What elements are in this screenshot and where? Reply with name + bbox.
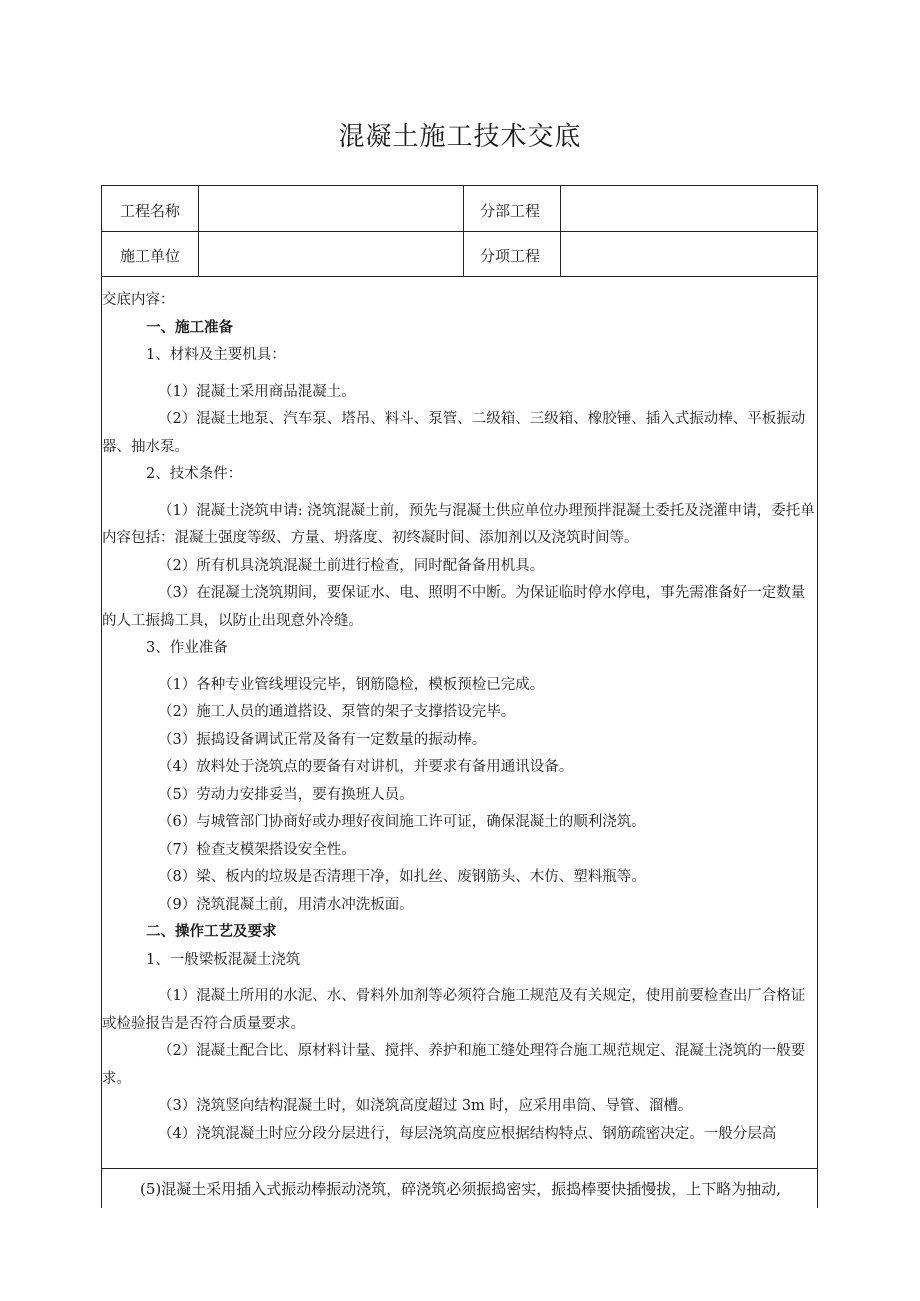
list-item: （8）梁、板内的垃圾是否清理干净，如扎丝、废钢筋头、木仿、塑料瓶等。 xyxy=(158,869,646,885)
division-label: 分部工程 xyxy=(480,202,541,220)
list-item: （2）施工人员的通道搭设、泵管的架子支撑搭设完毕。 xyxy=(158,704,516,720)
table-divider xyxy=(102,231,817,232)
list-item: （1）混凝土所用的水泥、水、骨料外加剂等必须符合施工规范及有关规定，使用前要检查出厂合格证或检验报告是否符合质量要求。 xyxy=(102,988,806,1032)
info-table xyxy=(101,185,818,277)
list-item: （2）混凝土配合比、原材料计量、搅拌、养护和施工缝处理符合施工规范规定、混凝土浇筑的一般要求。 xyxy=(102,1043,806,1087)
content-heading: 交底内容： xyxy=(102,292,175,308)
list-item: （9）浇筑混凝土前，用清水冲洗板面。 xyxy=(158,896,414,913)
table-divider xyxy=(560,186,561,276)
table-divider xyxy=(463,186,464,276)
content-body xyxy=(102,287,816,1148)
section-heading: 一、施工准备 xyxy=(146,319,233,336)
list-item: （2）所有机具浇筑混凝土前进行检查，同时配备备用机具。 xyxy=(158,557,545,574)
project-name-label: 工程名称 xyxy=(120,202,181,220)
subsection-heading: 1、材料及主要机具： xyxy=(146,347,286,363)
list-item: （1）混凝土采用商品混凝土。 xyxy=(158,383,356,400)
continuation-line: (5)混凝土采用插入式振动棒振动浇筑，碎浇筑必须振捣密实，振捣棒要快插慢拔，上下略为抽动, xyxy=(140,1180,782,1198)
list-item: （1）混凝土浇筑申请: 浇筑混凝土前，预先与混凝土供应单位办理预拌混凝土委托及浇灌申请，委托单内容包括：混凝土强度等级、方量、坍落度、初终凝时间、添加剂以及浇筑时间等。 xyxy=(102,502,815,546)
list-item: （7）检查支模架搭设安全性。 xyxy=(158,841,356,858)
list-item: （4）放料处于浇筑点的要备有对讲机，并要求有备用通讯设备。 xyxy=(158,759,574,775)
document-title: 混凝土施工技术交底 xyxy=(338,122,582,152)
subdivision-label: 分项工程 xyxy=(480,247,541,265)
list-item: （3）振捣设备调试正常及备有一定数量的振动棒。 xyxy=(158,731,487,748)
list-item: （3）浇筑竖向结构混凝土时，如浇筑高度超过 3m 时，应采用串筒、导管、溜槽。 xyxy=(158,1098,693,1114)
section-heading: 二、操作工艺及要求 xyxy=(146,924,277,940)
list-item: （4）浇筑混凝土时应分段分层进行，每层浇筑高度应根据结构特点、钢筋疏密决定。一般分层高 xyxy=(158,1125,777,1142)
list-item: （5）劳动力安排妥当，要有换班人员。 xyxy=(158,786,414,803)
list-item: （3）在混凝土浇筑期间，要保证水、电、照明不中断。为保证临时停水停电，事先需准备好一定数量的人工振捣工具，以防止出现意外冷缝。 xyxy=(102,585,806,629)
table-divider xyxy=(198,186,199,276)
list-item: （1）各种专业管线埋设完毕，钢筋隐检，模板预检已完成。 xyxy=(158,676,545,693)
subsection-heading: 3、作业准备 xyxy=(146,640,228,656)
subsection-heading: 1、一般梁板混凝土浇筑 xyxy=(146,951,301,968)
list-item: （2）混凝土地泵、汽车泵、塔吊、料斗、泵管、二级箱、三级箱、橡胶锤、插入式振动棒、平板振动器、抽水泵。 xyxy=(102,411,806,455)
list-item: （6）与城管部门协商好或办理好夜间施工许可证，确保混凝土的顺利浇筑。 xyxy=(158,814,646,830)
construction-unit-label: 施工单位 xyxy=(120,247,181,265)
subsection-heading: 2、技术条件： xyxy=(146,466,243,482)
